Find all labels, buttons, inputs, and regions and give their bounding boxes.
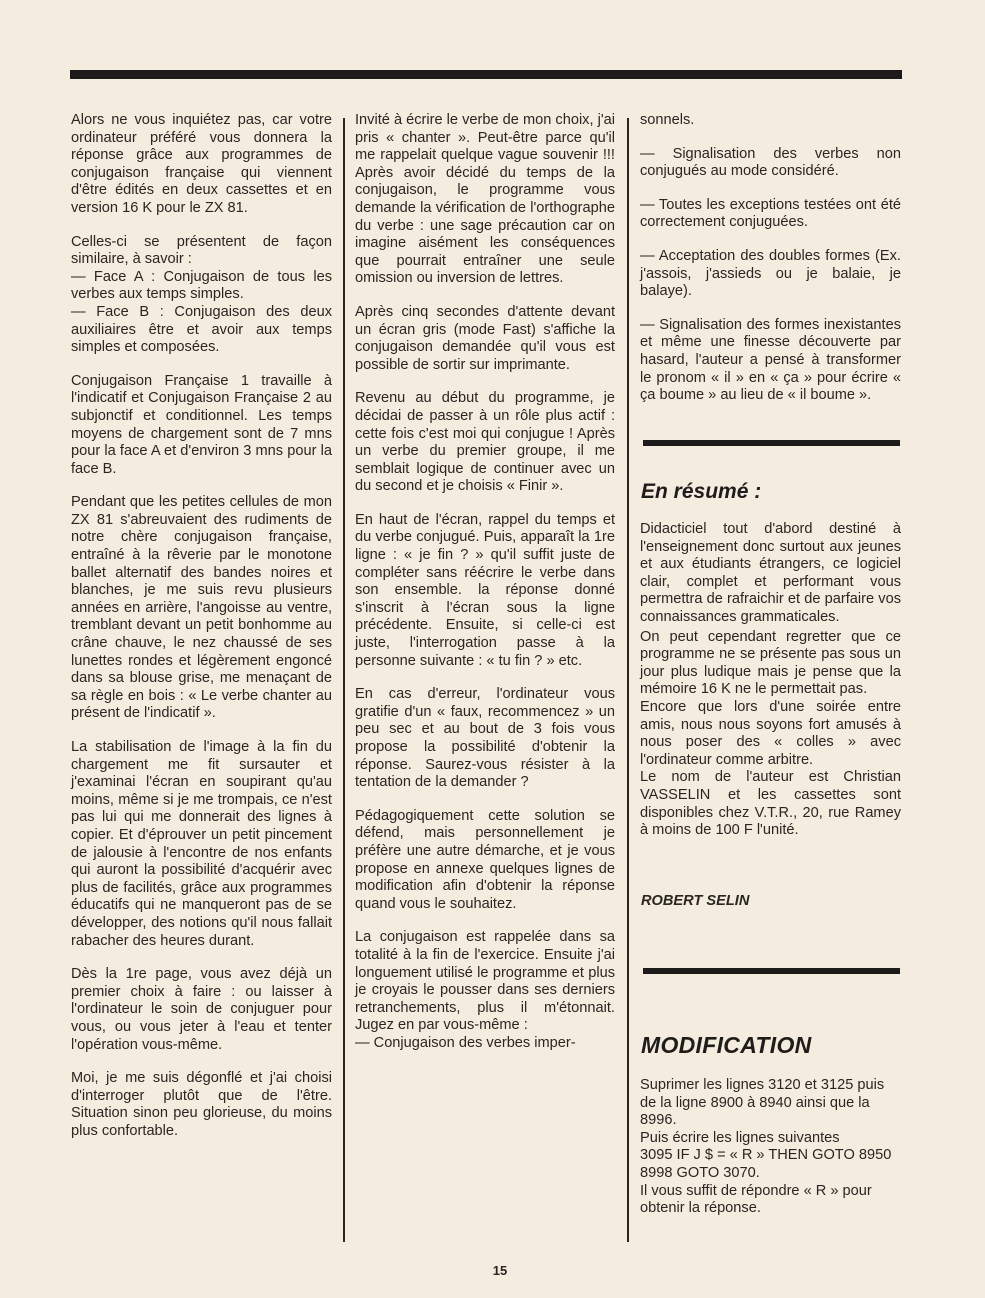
paragraph: La stabilisation de l'image à la fin du chargement me fit sursauter et j'examinai l'écran en soupirant qu'au moins, même si je me trompais, ce n'est pas lui qui me donnerait des lignes à copier. Et d'éprouver un petit pincement de jalousie à l'encontre de nos enfants qui auront la possibilité d'acquérir avec plus de facilités, grâce aux programmes éducatifs qui ne manqueront pas de se développer, des notions qu'il nous fallait rabacher des heures durant. <box>71 739 332 949</box>
paragraph: sonnels. <box>640 112 695 128</box>
section-rule <box>643 440 900 446</box>
top-rule <box>70 70 902 79</box>
paragraph: Il vous suffit de répondre « R » pour obtenir la réponse. <box>640 1182 872 1217</box>
column-3 <box>640 112 901 421</box>
paragraph: Encore que lors d'une soirée entre amis, nous nous soyons fort amusés à nous poser des « colles » avec l'ordinateur comme arbitre. <box>640 698 901 768</box>
list-item: — Acceptation des doubles formes (Ex. j'assois, j'assieds ou je balaie, je balaye). <box>640 247 901 300</box>
paragraph: Le nom de l'auteur est Christian VASSELIN et les cassettes sont disponibles chez V.T.R., 20, rue Ramey à moins de 100 F l'unité. <box>640 769 901 839</box>
paragraph: Conjugaison Française 1 travaille à l'indicatif et Conjugaison Française 2 au subjonctif et conditionnel. Les temps moyens de chargement sont de 7 mns pour la face A et d'environ 3 mns pour la face B. <box>71 372 332 477</box>
list-item: — Conjugaison des verbes imper- <box>355 1034 576 1051</box>
paragraph: On peut cependant regretter que ce programme ne se présente pas sous un jour plus ludique mais je pense que la mémoire 16 K ne le permettait pas. <box>640 628 901 698</box>
paragraph: Pendant que les petites cellules de mon ZX 81 s'abreuvaient des rudiments de notre chère conjugaison française, entraîné à la rêverie par le monotone ballet alternatif des bandes noires et blanches, je me suis revu plusieurs années en arrière, l'angoisse au ventre, tremblant devant un petit bonhomme au crâne chauve, le nez chaussé de ses lunettes rondes et légèrement engoncé dans sa blouse grise, me menaçant de sa règle en bois : « Le verbe chanter au présent de l'indicatif ». <box>71 494 332 722</box>
code-line: 3095 IF J $ = « R » THEN GOTO 8950 <box>640 1147 892 1164</box>
column-divider <box>627 118 629 1242</box>
paragraph: Dès la 1re page, vous avez déjà un premier choix à faire : ou laisser à l'ordinateur le soin de conjuguer pour vous, ou vous jeter à l'eau et tenter l'opération vous-même. <box>71 966 332 1053</box>
page-number: 15 <box>492 1263 508 1278</box>
paragraph: Revenu au début du programme, je décidai de passer à un rôle plus actif : cette fois c'est moi qui conjugue ! Après un verbe du premier groupe, il me semblait logique de continuer avec un du second et je choisis « Finir ». <box>355 390 615 495</box>
list-item: — Face B : Conjugaison des deux auxiliaires être et avoir aux temps simples et composées. <box>71 303 332 356</box>
modification-text <box>640 1077 901 1218</box>
column-1 <box>71 112 332 1156</box>
paragraph: Invité à écrire le verbe de mon choix, j'ai pris « chanter ». Peut-être parce qu'il me rappelait quelque vague souvenir !!! Après avoir décidé du temps de la conjugaison, le programme vous demande la vérification de l'orthographe du verbe : une sage précaution car on imagine aisément les conséquences que pourrait entraîner une seule omission ou inversion de lettres. <box>355 112 615 287</box>
paragraph: Didacticiel tout d'abord destiné à l'enseignement donc surtout aux jeunes et aux étudiants étrangers, ce logiciel clair, complet et performant vous permettra de rafraichir et de parfaire vos connaissances grammaticales. <box>640 521 901 625</box>
paragraph: Alors ne vous inquiétez pas, car votre ordinateur préféré vous donnera la réponse grâce aux programmes de conjugaison française qui viennent d'être édités en deux cassettes et en version 16 K pour le ZX 81. <box>71 112 332 216</box>
paragraph: Moi, je me suis dégonflé et j'ai choisi d'interroger plutôt que de l'être. Situation sinon peu glorieuse, du moins plus confortable. <box>71 1070 332 1139</box>
column-2 <box>355 112 615 1053</box>
list-item: — Toutes les exceptions testées ont été correctement conjuguées. <box>640 196 901 231</box>
resume-heading: En résumé : <box>641 480 762 503</box>
paragraph: Après cinq secondes d'attente devant un écran gris (mode Fast) s'affiche la conjugaison demandée qu'il vous est possible de sortir sur imprimante. <box>355 303 615 373</box>
paragraph: Celles-ci se présentent de façon similaire, à savoir : <box>71 233 332 268</box>
paragraph: En cas d'erreur, l'ordinateur vous gratifie d'un « faux, recommencez » un peu sec et au bout de 3 fois vous propose la possibilité d'obtenir la réponse. Saurez-vous résister à la tentation de la demander ? <box>355 686 615 791</box>
paragraph: Pédagogiquement cette solution se défend, mais personnellement je préfère une autre démarche, et je vous propose en annexe quelques lignes de modification afin d'obtenir la réponse quand vous le souhaitez. <box>355 807 615 912</box>
paragraph: Suprimer les lignes 3120 et 3125 puis de la ligne 8900 à 8940 ainsi que la 8996. <box>640 1077 885 1129</box>
list-item: — Face A : Conjugaison de tous les verbes aux temps simples. <box>71 268 332 303</box>
paragraph: Puis écrire les lignes suivantes <box>640 1129 840 1146</box>
column-divider <box>343 118 345 1242</box>
list-item: — Signalisation des formes inexistantes et même une finesse découverte par hasard, l'auteur a pensé à transformer le pronom « il » en « ça » pour écrire « ça boume » au lieu de « il boume ». <box>640 316 901 404</box>
code-line: 8998 GOTO 3070. <box>640 1164 760 1181</box>
resume-text <box>640 521 901 840</box>
section-rule <box>643 968 900 974</box>
paragraph: La conjugaison est rappelée dans sa totalité à la fin de l'exercice. Ensuite j'ai longuement utilisé le programme et plus je croyais le pousser dans ses derniers retranchements, plus il m'étonnait. Jugez en par vous-même : <box>355 929 615 1034</box>
paragraph: En haut de l'écran, rappel du temps et du verbe conjugué. Puis, apparaît la 1re ligne : « je fin ? » qu'il suffit juste de compléter sans réécrire le verbe dans son ensemble. la réponse donné s'inscrit à l'écran sous la ligne précédente. Ensuite, si celle-ci est juste, l'interrogation passe à la personne suivante : « tu fin ? » etc. <box>355 511 615 669</box>
list-item: — Signalisation des verbes non conjugués au mode considéré. <box>640 145 901 180</box>
author-signature: ROBERT SELIN <box>641 893 750 909</box>
modification-heading: MODIFICATION <box>641 1032 812 1058</box>
